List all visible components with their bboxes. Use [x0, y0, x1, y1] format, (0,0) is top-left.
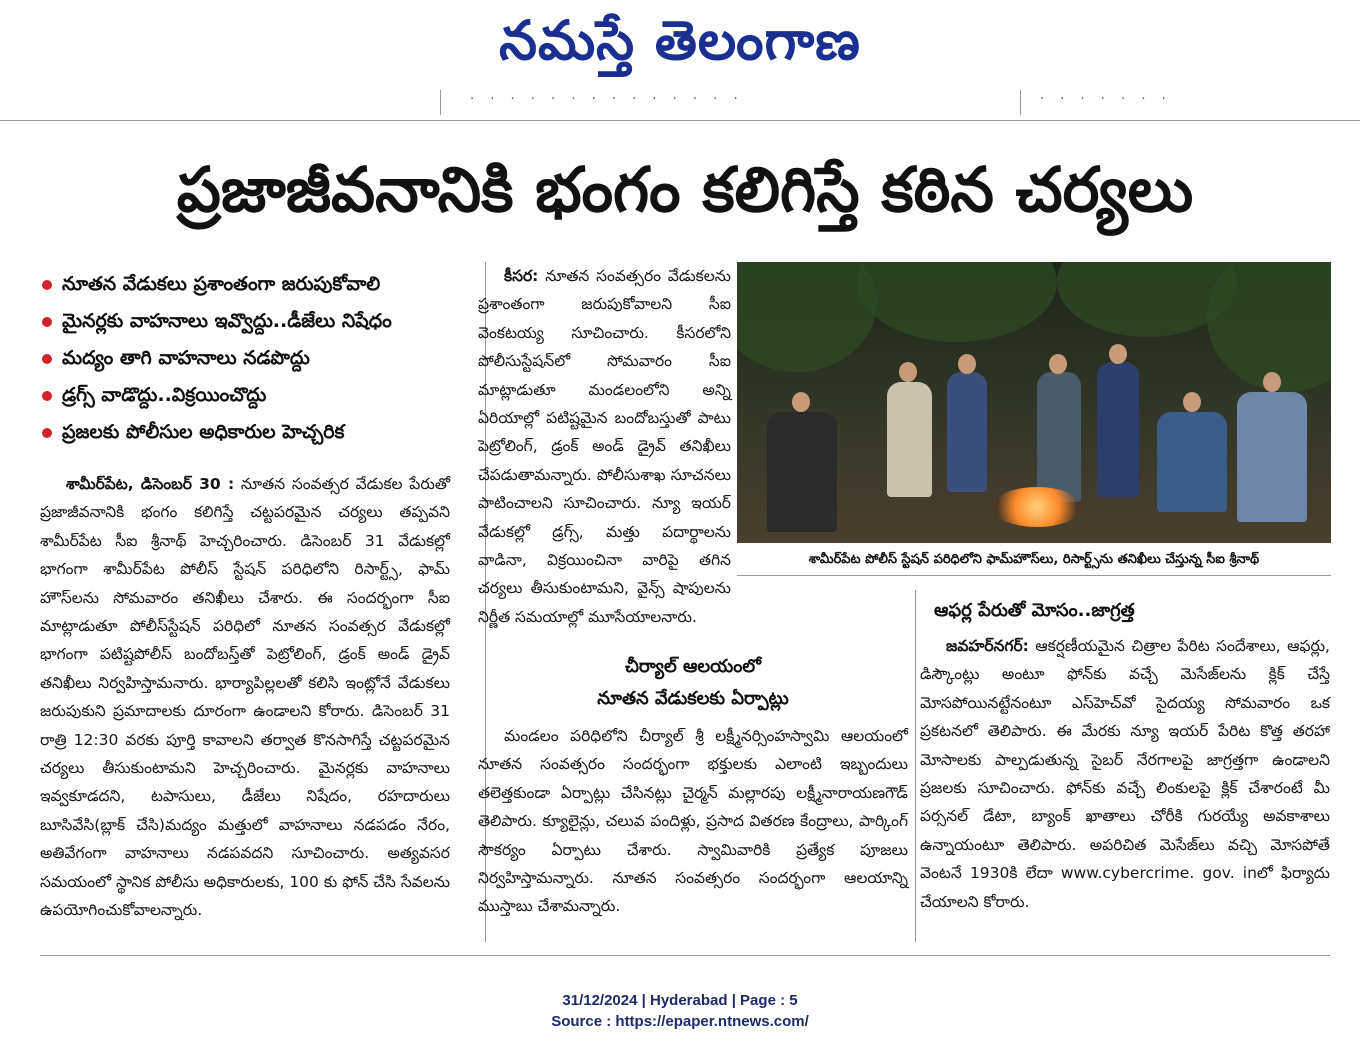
temple-article-title-line1: చీర్యాల్ ఆలయంలో — [625, 656, 761, 677]
masthead-title: నమస్తే తెలంగాణ — [499, 9, 861, 72]
main-article — [40, 470, 450, 925]
footer-source: Source : https://epaper.ntnews.com/ — [551, 1013, 809, 1030]
cyber-dateline: జవహర్‌నగర్: — [946, 637, 1029, 655]
highlights-list — [40, 266, 480, 451]
farmhouse-inspection-photo — [737, 262, 1331, 543]
headline: ప్రజాజీవనానికి భంగం కలిగిస్తే కఠిన చర్యలు — [176, 153, 1194, 226]
cyber-article-title: ఆఫర్ల పేరుతో మోసం..జాగ్రత్త — [934, 600, 1135, 621]
column-rule — [1020, 90, 1021, 115]
highlight-item: ప్రజలకు పోలీసుల అధికారుల హెచ్చరిక — [40, 414, 480, 451]
photo-caption: శామీర్‌పేట పోలీస్ స్టేషన్ పరిధిలోని ఫామ్‌హౌస్‌లు, రిసార్ట్స్‌ను తనిఖీలు చేస్తున్న సీఐ శ్రీనాథ్ — [808, 552, 1260, 567]
temple-article — [478, 722, 908, 921]
keesara-article — [478, 262, 731, 631]
page-footer — [0, 990, 1360, 1032]
caption-rule — [737, 575, 1331, 576]
footer-date-edition: 31/12/2024 | Hyderabad | Page : 5 — [562, 992, 798, 1009]
highlight-item: నూతన వేడుకలు ప్రశాంతంగా జరుపుకోవాలి — [40, 266, 480, 303]
temple-body: మండలం పరిధిలోని చీర్యాల్ శ్రీ లక్ష్మీనర్సింహస్వామి ఆలయంలో నూతన సంవత్సరం సందర్భంగా భక్తులకు ఎలాంటి ఇబ్బందులు తలెత్తకుండా ఏర్పాట్లు చేసినట్లు చైర్మన్ మల్లారపు లక్ష్మీనారాయణగౌడ్ తెలిపారు. క్యూలైన్లు, చలువ పందిళ్లు, ప్రసాద వితరణ కేంద్రాలు, పార్కింగ్ సౌకర్యం ఏర్పాటు చేశారు. స్వామివారికి ప్రత్యేక పూజలు నిర్వహిస్తామన్నారు. నూతన సంవత్సరం సందర్భంగా ఆలయాన్ని ముస్తాబు చేశామన్నారు. — [478, 727, 908, 916]
clipped-previous-story-strip: · · · · · · · · · · · · · · · · · · · · · — [470, 92, 1172, 107]
main-article-dateline: శామీర్‌పేట, డిసెంబర్ 30 : — [66, 475, 235, 493]
temple-article-title-line2: నూతన వేడుకలకు ఏర్పాట్లు — [597, 688, 789, 709]
column-rule — [440, 90, 441, 115]
highlight-item: మైనర్లకు వాహనాలు ఇవ్వొద్దు..డీజేలు నిషేధం — [40, 303, 480, 340]
main-article-body: నూతన సంవత్సర వేడుకల పేరుతో ప్రజాజీవనానికి భంగం కలిగిస్తే చట్టపరమైన చర్యలు తప్పవని శామీర్‌పేట సీఐ శ్రీనాథ్ హెచ్చరించారు. డిసెంబర్ 31 వేడుకల్లో భాగంగా శామీర్‌పేట పోలీస్ స్టేషన్ పరిధిలోని రిసార్ట్స్, ఫామ్ హౌస్‌లను సోమవారం తనిఖీలు చేశారు. ఈ సందర్భంగా సీఐ మాట్లాడుతూ పోలీస్‌స్టేషన్ పరిధిలో నూతన సంవత్సర వేడుకల్లో భాగంగా పటిష్టపోలీస్ బందోబస్త్‌తో పెట్రోలింగ్, డ్రంక్ అండ్ డ్రైవ్ తనిఖీలు నిర్వహిస్తామనారు. భార్యాపిల్లలతో కలిసి ఇంట్లోనే వేడుకలు జరుపుకుని ప్రమాదాలకు దూరంగా ఉండాలని కోరారు. డిసెంబర్ 31 రాత్రి 12:30 వరకు పూర్తి కావాలని తర్వాత కొనసాగిస్తే చట్టపరమైన చర్యలు తీసుకుంటామని హెచ్చరించారు. మైనర్లకు వాహనాలు ఇవ్వకూడదని, టపాసులు, డీజేలు నిషేదం, రహదారులు బూసివేసి(బ్లాక్ చేసి)మద్యం మత్తులో వాహనాలు నడపడం నేరం, అతివేగంగా వాహనాలు నడపవదని సూచించారు. అత్యవసర సమయంలో స్థానిక పోలీసు అధికారులకు, 100 కు ఫోన్ చేసి సేవలను ఉపయోగించుకోవాలన్నారు. — [40, 475, 450, 920]
cyber-body: ఆకర్షణీయమైన చిత్రాల పేరిట సందేశాలు, ఆఫర్లు, డిస్కౌంట్లు అంటూ ఫోన్‌కు వచ్చే మెసేజ్‌లను క్లిక్ చేస్తే మోసపోయినట్టేనంటూ ఎస్‌హెచ్‌వో సైదయ్య సోమవారం ఒక ప్రకటనలో తెలిపారు. ఈ మేరకు న్యూ ఇయర్ పేరిట కొత్త తరహా మోసాలకు పాల్పడుతున్న సైబర్ నేరగాలపై జాగ్రత్తగా ఉండాలని ప్రజలకు సూచించారు. ఫోన్‌కు వచ్చే లింకులపై క్లిక్ చేశారంటే మీ పర్సనల్ డేటా, బ్యాంక్ ఖాతాలు చోరీకి గురయ్యే అవకాశాలు ఉన్నాయంటూ తెలిపారు. అపరిచిత మెసేజ్‌లు వచ్చి మోసపోతే వెంటనే 1930కి లేదా www.cybercrime. gov. inలో ఫిర్యాదు చేయాలని కోరారు. — [920, 637, 1330, 911]
highlight-item: మద్యం తాగి వాహనాలు నడపొద్దు — [40, 340, 480, 377]
highlight-item: డ్రగ్స్ వాడొద్దు..విక్రయించొద్దు — [40, 377, 480, 414]
column-rule — [915, 590, 916, 942]
section-divider — [0, 120, 1360, 121]
keesara-dateline: కీసర: — [504, 267, 539, 285]
section-divider — [40, 955, 1330, 956]
cyber-article — [920, 632, 1330, 916]
keesara-body: నూతన సంవత్సరం వేడుకలను ప్రశాంతంగా జరుపుకోవాలని సీఐ వెంకటయ్య సూచించారు. కీసరలోని పోలీసుస్టేషన్‌లో సోమవారం సీఐ మాట్లాడుతూ మండలంలోని అన్ని ఏరియాల్లో పటిష్టమైన బందోబస్తుతో పాటు పెట్రోలింగ్, డ్రంక్ అండ్ డ్రైవ్ తనిఖీలు చేపడుతామన్నారు. పోలీసుశాఖ సూచనలు పాటించాలని సూచించారు. న్యూ ఇయర్ వేడుకల్లో డ్రగ్స్, మత్తు పదార్థాలను వాడినా, విక్రయించినా వారిపై తగిన చర్యలు తీసుకుంటామని, వైన్స్ షాపులను నిర్ణీత సమయాల్లో మూసేయాలనారు. — [478, 267, 731, 626]
clipped-next-story-strip — [0, 962, 1360, 980]
